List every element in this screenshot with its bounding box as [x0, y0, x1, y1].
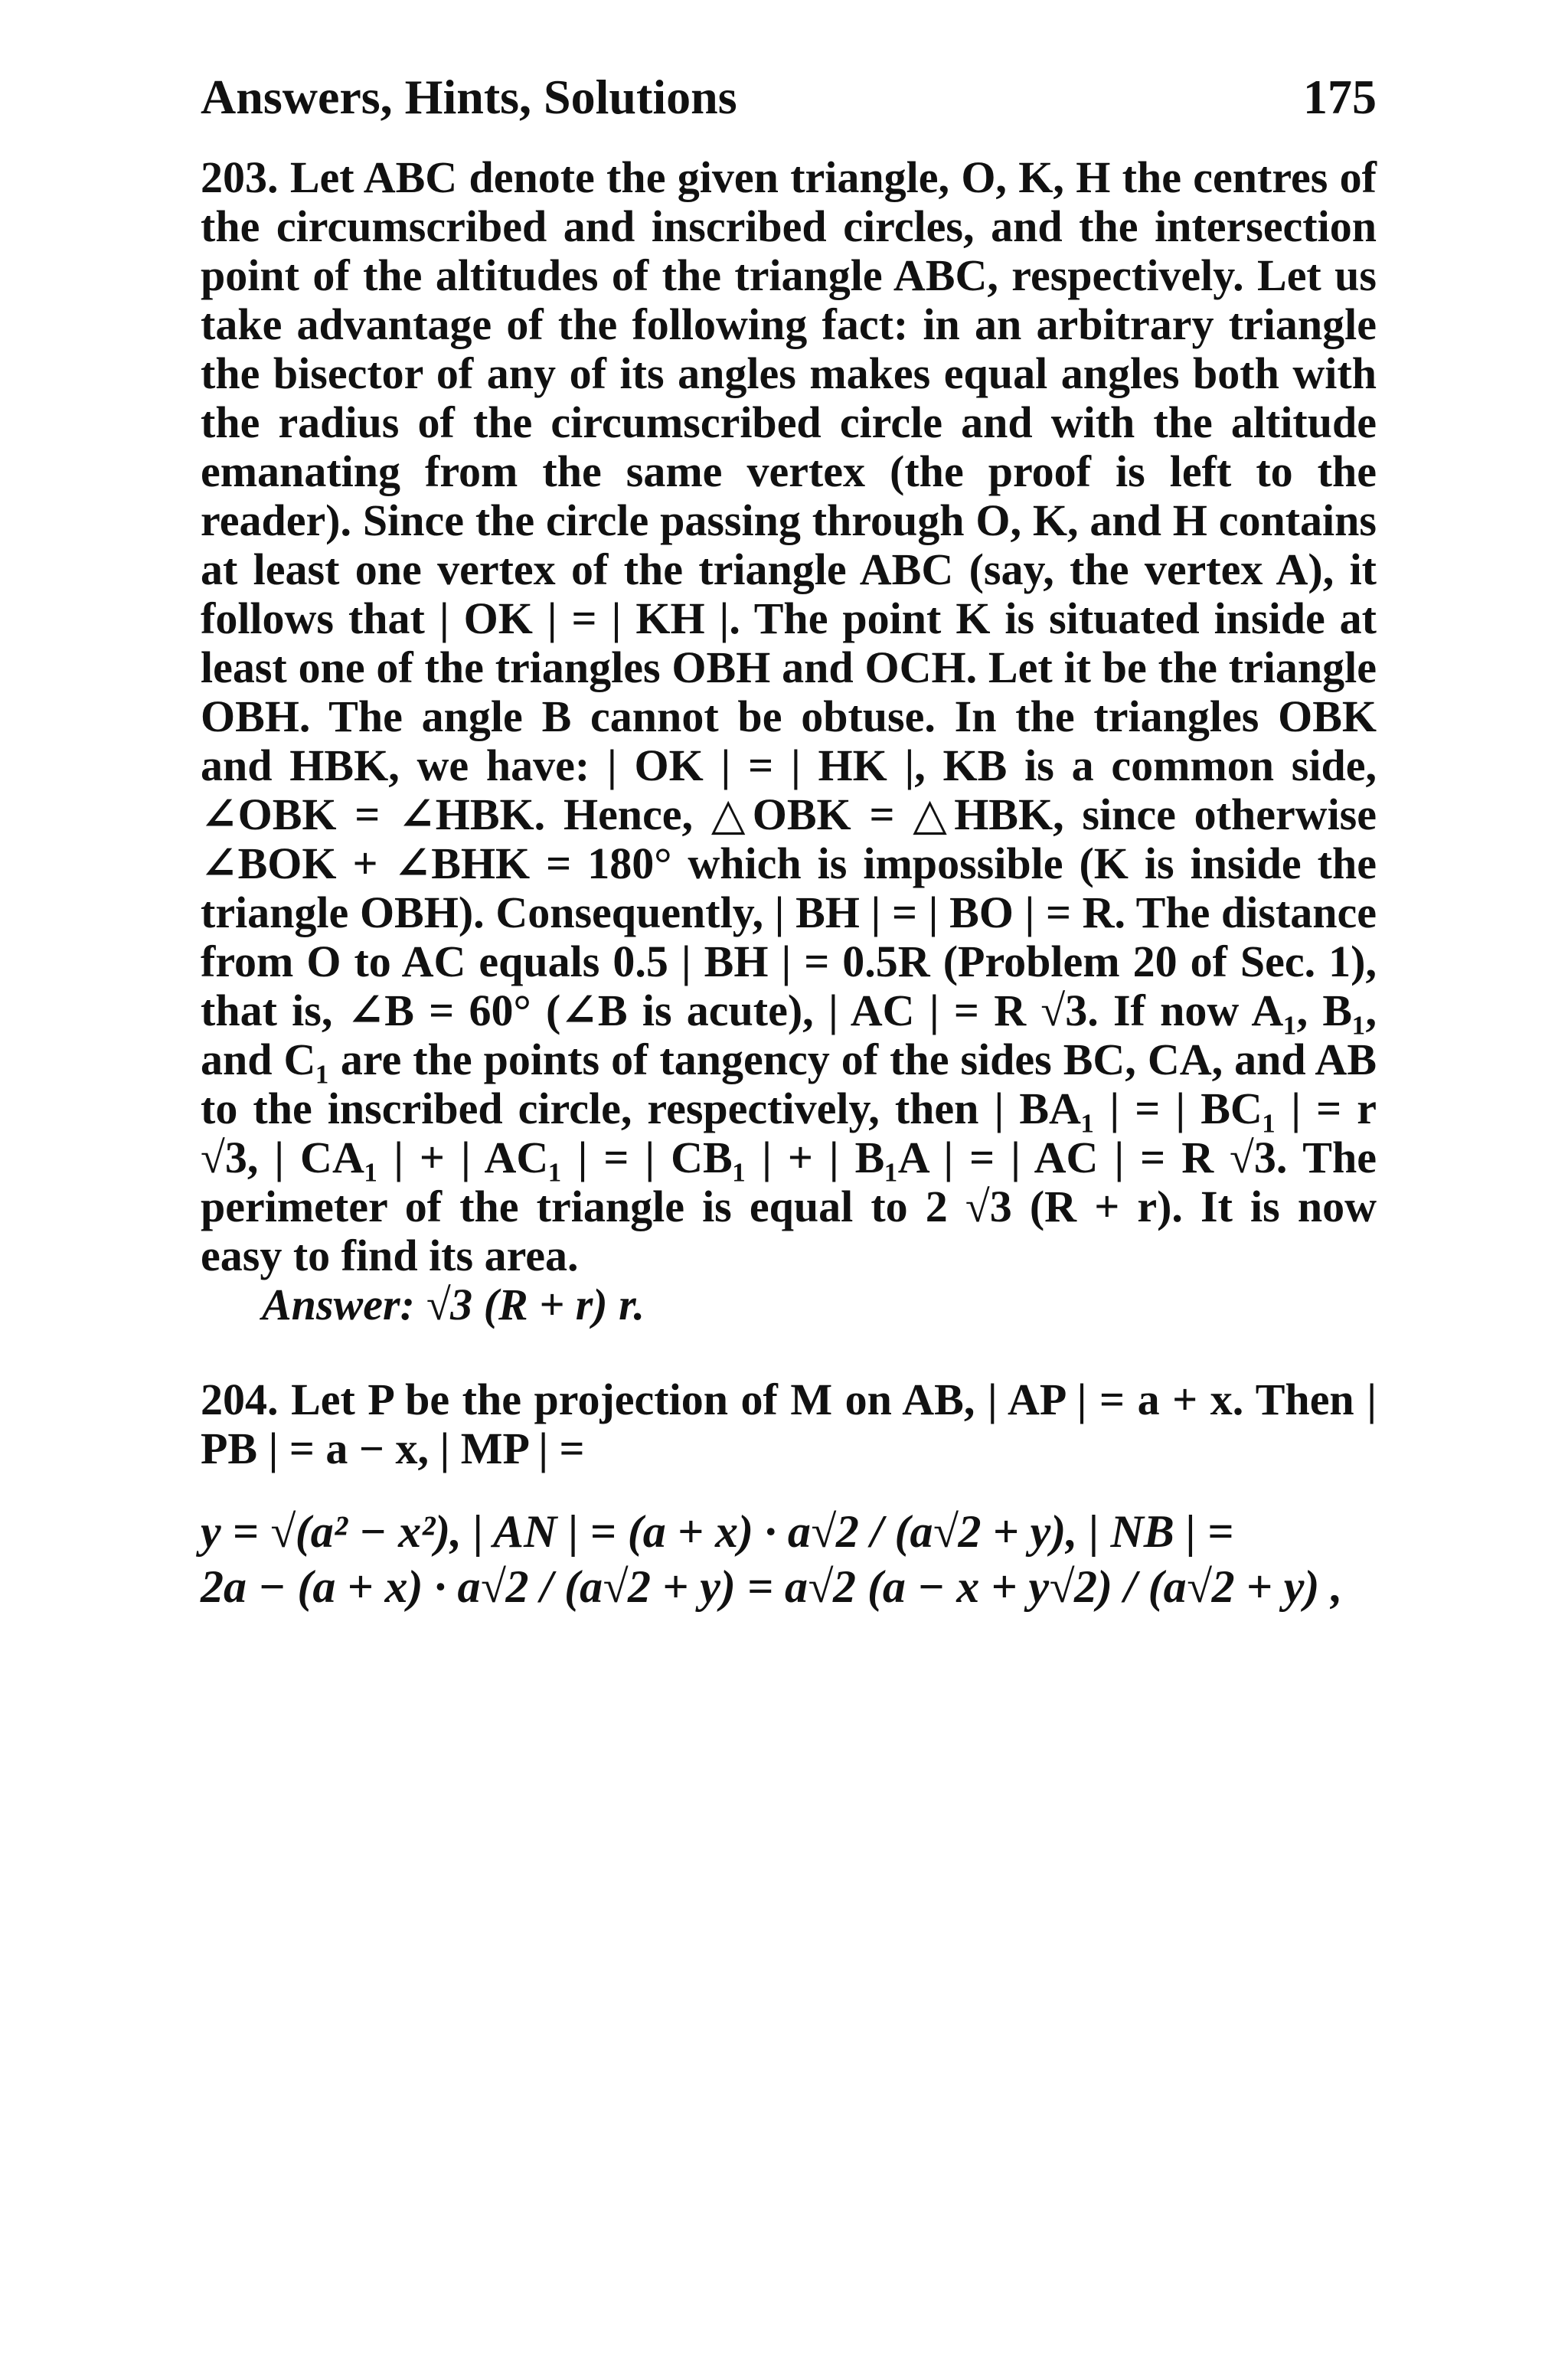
problem-204-number: 204. — [201, 1375, 279, 1424]
page-body — [201, 153, 1377, 1614]
problem-204-body — [201, 1375, 1377, 1473]
running-title: Answers, Hints, Solutions — [201, 70, 737, 124]
problem-204-text: Let P be the projection of M on AB, | AP | = a + x. Then | PB | = a − x, | MP | = — [201, 1375, 1377, 1473]
problem-203-text: Let ABC denote the given triangle, O, K, H the centres of the circumscribed and inscribed circles, and the intersection point of the altitudes of the triangle ABC, respectively. Let us take advantage of the following fact: in an arbitrary triangle the bisector of any of its angles makes equal angles both with the radius of the circumscribed circle and with the altitude emanating from the same vertex (the proof is left to the reader). Since the circle passing through O, K, and H contains at least one vertex of the triangle ABC (say, the vertex A), it follows that | OK | = | KH |. The point K is situated inside at least one of the triangles OBH and OCH. Let it be the triangle OBH. The angle B cannot be obtuse. In the triangles OBK and HBK, we have: | OK | = | HK |, KB is a common side, ∠OBK = ∠HBK. Hence, △OBK = △HBK, since otherwise ∠BOK + ∠BHK = 180° which is impossible (K is inside the triangle OBH). Consequently, | BH | = | BO | = R. The distance from O to AC equals 0.5 | BH | = 0.5R (Problem 20 of Sec. 1), that is, ∠B = 60° (∠B is acute), | AC | = R √3. If now A₁, B₁, and C₁ are the points of tangency of the sides BC, CA, and AB to the inscribed circle, respectively, then | BA₁ | = | BC₁ | = r √3, | CA₁ | + | AC₁ | = | CB₁ | + | B₁A | = | AC | = R √3. The perimeter of the triangle is equal to 2 √3 (R + r). It is now easy to find its area. — [201, 152, 1377, 1280]
problem-203 — [201, 153, 1377, 1329]
problem-203-answer: Answer: √3 (R + r) r. — [262, 1280, 645, 1329]
running-header — [201, 69, 1377, 153]
problem-204-formulas — [201, 1504, 1377, 1614]
problem-203-body — [201, 153, 1377, 1280]
formula-line-1: y = √(a² − x²), | AN | = (a + x) · a√2 / (a√2 + y), | NB | = — [201, 1506, 1234, 1557]
formula-line-2: 2a − (a + x) · a√2 / (a√2 + y) = a√2 (a − x + y√2) / (a√2 + y) , — [201, 1561, 1343, 1612]
page-number: 175 — [1303, 70, 1377, 124]
problem-203-number: 203. — [201, 152, 279, 202]
problem-204 — [201, 1375, 1377, 1614]
